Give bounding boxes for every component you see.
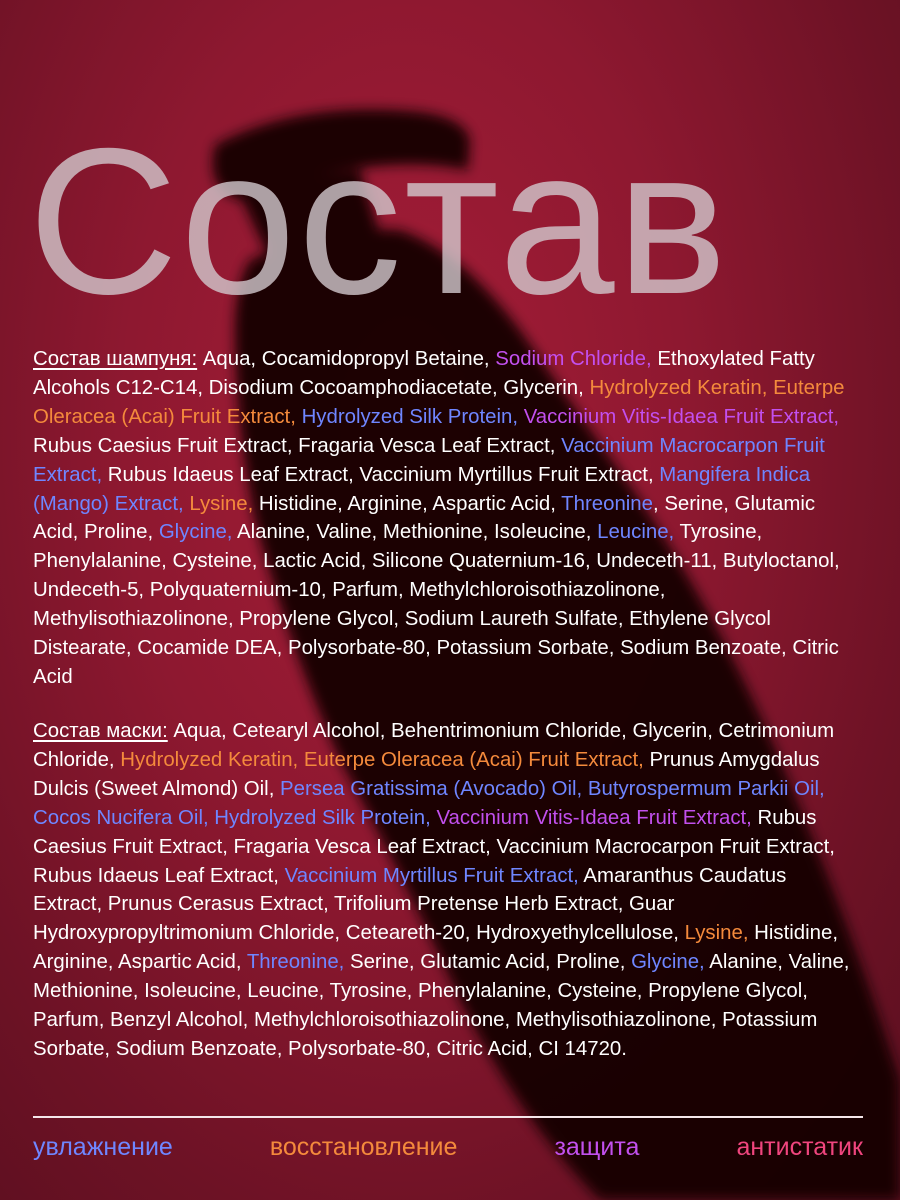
ingredient-text: Rubus Caesius Fruit Extract, Fragaria Vesca Leaf Extract, Vaccinium Macrocarpon Fruit Extract, Rubus Idaeus Leaf Extract, [33,806,835,887]
ingredient-text: Aqua, Cetearyl Alcohol, Behentrimonium Chloride, Glycerin, Cetrimonium Chloride, [33,720,835,771]
highlighted-ingredient: Hydrolyzed Keratin, Euterpe Oleracea (Acai) Fruit Extract, [120,748,644,771]
ingredient-text: Prunus Amygdalus Dulcis (Sweet Almond) Oil, [33,748,820,800]
ingredient-text: Alanine, Valine, Methionine, Isoleucine, [232,521,598,544]
highlighted-ingredient: Sodium Chloride, [495,348,652,370]
shampoo-ingredient-text [33,348,845,688]
benefit-label: антистатик [736,1133,863,1161]
ingredient-text: Histidine, Arginine, Aspartic Acid, [33,922,839,974]
shampoo-label: Состав шампуня: [33,348,198,370]
benefit-label: восстановление [269,1133,458,1161]
mask-ingredient-text [33,720,849,1060]
highlighted-ingredient: Threonine [561,492,653,515]
highlighted-ingredient: Lysine, [684,922,749,945]
ingredient-text: , Serine, Glutamic Acid, Proline, [33,492,816,544]
highlighted-ingredient: Lysine, [189,492,254,515]
highlighted-ingredient: Vaccinium Myrtillus Fruit Extract, [284,864,579,887]
highlighted-ingredient: Vaccinium Vitis-Idaea Fruit Extract, [523,405,840,428]
highlighted-ingredient: Glycine, [158,521,233,544]
shampoo-ingredients [33,345,853,692]
ingredient-text: Amaranthus Caudatus Extract, Prunus Cerasus Extract, Trifolium Pretense Herb Extract, Guar Hydroxypropyltrimonium Chloride, Ceteareth-20, Hydroxyethylcellulose, [33,864,787,945]
ingredient-text: Rubus Idaeus Leaf Extract, Vaccinium Myrtillus Fruit Extract, [102,463,660,486]
ingredient-text: Aqua, Cocamidopropyl Betaine, [197,348,496,370]
highlighted-ingredient: Glycine, [631,951,705,974]
mask-label: Состав маски: [33,720,168,742]
ingredient-text: Rubus Caesius Fruit Extract, Fragaria Vesca Leaf Extract, [33,434,562,457]
highlighted-ingredient: Vaccinium Vitis-Idaea Fruit Extract, [436,806,752,829]
highlighted-ingredient: Vaccinium Macrocarpon Fruit Extract, [33,434,825,486]
benefits-row [33,1133,863,1162]
highlighted-ingredient: Threonine, [246,951,345,974]
highlighted-ingredient: Persea Gratissima (Avocado) Oil, Butyrospermum Parkii Oil, Cocos Nucifera Oil, Hydrolyzed Silk Protein, [33,777,825,829]
highlighted-ingredient: Hydrolyzed Silk Protein, [301,405,519,428]
highlighted-ingredient: Hydrolyzed Keratin, Euterpe Oleracea (Acai) Fruit Extract, [33,376,845,428]
benefit-label: увлажнение [33,1133,173,1161]
page-title: Состав [28,106,729,338]
highlighted-ingredient: Mangifera Indica (Mango) Extract, [33,463,811,515]
ingredient-text: Serine, Glutamic Acid, Proline, [344,951,632,974]
ingredient-text: Ethoxylated Fatty Alcohols C12-C14, Disodium Cocoamphodiacetate, Glycerin, [33,348,815,399]
divider [33,1116,863,1118]
highlighted-ingredient: Leucine, [597,521,675,544]
ingredient-text: Alanine, Valine, Methionine, Isoleucine, Leucine, Tyrosine, Phenylalanine, Cysteine, Propylene Glycol, Parfum, Benzyl Alcohol, Methylchloroisothiazolinone, Methylisothiazolinone, Potassium Sorbate, Sodium Benzoate, Polysorbate-80, Citric Acid, CI 14720. [33,951,850,1060]
ingredient-text: Tyrosine, Phenylalanine, Cysteine, Lactic Acid, Silicone Quaternium-16, Undeceth-11, Butyloctanol, Undeceth-5, Polyquaternium-10, Parfum, Methylchloroisothiazolinone, Methylisothiazolinone, Propylene Glycol, Sodium Laureth Sulfate, Ethylene Glycol Distearate, Cocamide DEA, Polysorbate-80, Potassium Sorbate, Sodium Benzoate, Citric Acid [33,521,840,688]
benefit-label: защита [554,1133,640,1161]
ingredient-text: Histidine, Arginine, Aspartic Acid, [253,492,562,515]
mask-ingredients [33,717,853,1064]
